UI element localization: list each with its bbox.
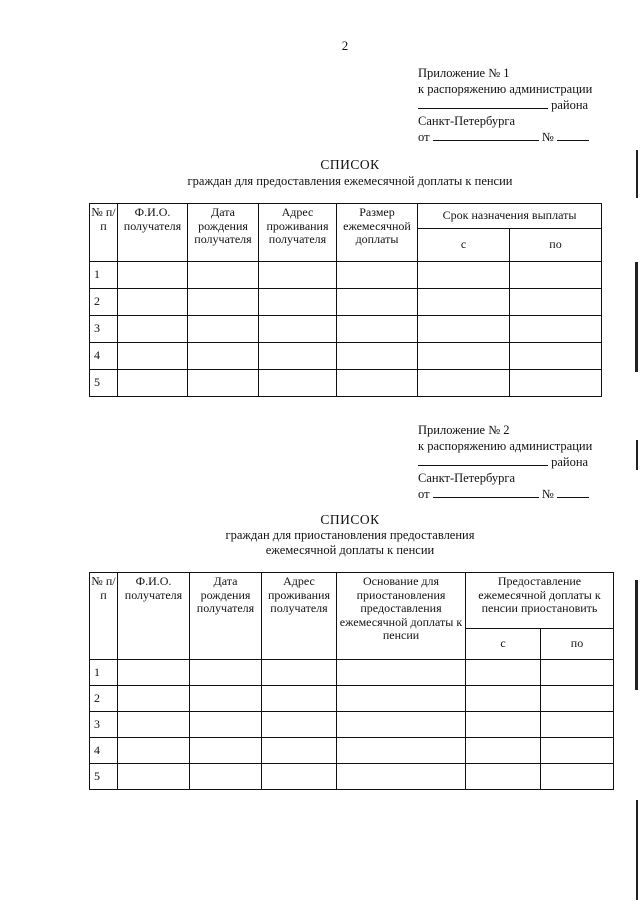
number-label: № (541, 487, 554, 501)
col-header-birth: Дата рождения получателя (188, 204, 259, 262)
cell (541, 660, 614, 686)
date-blank (433, 486, 539, 498)
row-number: 3 (90, 712, 118, 738)
cell (188, 316, 259, 343)
cell (337, 712, 466, 738)
appendix-1-city: Санкт-Петербурга (418, 113, 516, 128)
cell (262, 660, 337, 686)
appendix-1-date-line (418, 129, 618, 146)
row-number: 4 (90, 738, 118, 764)
cell (259, 289, 337, 316)
cell (262, 686, 337, 712)
cell (510, 262, 602, 289)
district-suffix: района (551, 98, 589, 112)
cell (262, 764, 337, 790)
cell (418, 343, 510, 370)
table-row (90, 764, 614, 790)
table-grant-list (89, 203, 602, 397)
cell (337, 738, 466, 764)
cell (541, 764, 614, 790)
row-number: 4 (90, 343, 118, 370)
col-header-from: с (418, 229, 510, 262)
cell (188, 370, 259, 397)
cell (118, 343, 188, 370)
cell (510, 316, 602, 343)
cell (418, 289, 510, 316)
row-number: 5 (90, 370, 118, 397)
from-label: от (418, 487, 430, 501)
cell (118, 686, 190, 712)
number-blank (557, 486, 589, 498)
appendix-2-order-line: к распоряжению администрации (418, 438, 593, 453)
col-header-reason: Основание для приостановления предоставления ежемесячной доплаты к пенсии (337, 573, 466, 660)
cell (541, 712, 614, 738)
col-header-num: № п/п (90, 204, 118, 262)
col-header-to: по (541, 629, 614, 660)
appendix-1-order-line: к распоряжению администрации (418, 81, 593, 96)
col-header-name: Ф.И.О. получателя (118, 204, 188, 262)
district-suffix: района (551, 455, 589, 469)
cell (466, 738, 541, 764)
number-label: № (541, 130, 554, 144)
col-header-birth: Дата рождения получателя (190, 573, 262, 660)
cell (118, 289, 188, 316)
row-number: 2 (90, 686, 118, 712)
appendix-2-header (418, 423, 618, 503)
cell (337, 343, 418, 370)
list-1-title: СПИСОК (320, 157, 380, 172)
col-header-period: Срок назначения выплаты (418, 204, 602, 229)
scan-edge-mark (636, 150, 638, 198)
cell (510, 343, 602, 370)
cell (118, 712, 190, 738)
cell (190, 712, 262, 738)
col-header-suspend: Предоставление ежемесячной доплаты к пенсии приостановить (466, 573, 614, 629)
table-row (90, 316, 602, 343)
scan-edge-mark (636, 800, 638, 900)
cell (259, 343, 337, 370)
cell (259, 316, 337, 343)
from-label: от (418, 130, 430, 144)
cell (418, 370, 510, 397)
cell (262, 738, 337, 764)
col-header-amount: Размер ежемесячной доплаты (337, 204, 418, 262)
cell (188, 343, 259, 370)
cell (259, 262, 337, 289)
cell (466, 660, 541, 686)
table-row (90, 660, 614, 686)
cell (337, 370, 418, 397)
number-blank (557, 129, 589, 141)
list-2-subtitle-line-2: ежемесячной доплаты к пенсии (265, 543, 435, 557)
district-blank (418, 454, 548, 466)
table-row (90, 370, 602, 397)
cell (541, 686, 614, 712)
scan-edge-mark (635, 262, 638, 372)
col-header-name: Ф.И.О. получателя (118, 573, 190, 660)
table-row (90, 289, 602, 316)
cell (510, 289, 602, 316)
table-row (90, 712, 614, 738)
scan-edge-mark (636, 440, 638, 470)
row-number: 2 (90, 289, 118, 316)
row-number: 5 (90, 764, 118, 790)
cell (190, 738, 262, 764)
cell (118, 262, 188, 289)
cell (337, 686, 466, 712)
row-number: 3 (90, 316, 118, 343)
list-2-subtitle-line-1: граждан для приостановления предоставления (225, 528, 475, 542)
cell (118, 316, 188, 343)
cell (541, 738, 614, 764)
cell (418, 316, 510, 343)
cell (337, 660, 466, 686)
col-header-from: с (466, 629, 541, 660)
table-suspend-list (89, 572, 614, 790)
table-row (90, 262, 602, 289)
cell (337, 289, 418, 316)
appendix-2-district-line (418, 454, 618, 471)
page-number: 2 (341, 38, 349, 53)
table-row (90, 686, 614, 712)
cell (510, 370, 602, 397)
cell (118, 660, 190, 686)
cell (466, 712, 541, 738)
appendix-2-city: Санкт-Петербурга (418, 470, 516, 485)
appendix-1-title: Приложение № 1 (418, 66, 510, 80)
cell (118, 370, 188, 397)
cell (337, 316, 418, 343)
cell (418, 262, 510, 289)
appendix-2-title: Приложение № 2 (418, 423, 510, 437)
cell (337, 262, 418, 289)
cell (190, 764, 262, 790)
cell (466, 764, 541, 790)
cell (466, 686, 541, 712)
col-header-to: по (510, 229, 602, 262)
cell (259, 370, 337, 397)
row-number: 1 (90, 262, 118, 289)
date-blank (433, 129, 539, 141)
cell (188, 262, 259, 289)
cell (262, 712, 337, 738)
district-blank (418, 97, 548, 109)
appendix-1-header (418, 66, 618, 146)
table-row (90, 738, 614, 764)
list-2-title: СПИСОК (320, 512, 380, 527)
appendix-1-district-line (418, 97, 618, 114)
table-row (90, 343, 602, 370)
cell (188, 289, 259, 316)
col-header-num: № п/п (90, 573, 118, 660)
scan-edge-mark (635, 580, 638, 690)
cell (190, 660, 262, 686)
cell (190, 686, 262, 712)
list-1-subtitle: граждан для предоставления ежемесячной доплаты к пенсии (187, 174, 513, 188)
cell (118, 764, 190, 790)
appendix-2-date-line (418, 486, 618, 503)
row-number: 1 (90, 660, 118, 686)
cell (118, 738, 190, 764)
col-header-address: Адрес проживания получателя (262, 573, 337, 660)
col-header-address: Адрес проживания получателя (259, 204, 337, 262)
cell (337, 764, 466, 790)
